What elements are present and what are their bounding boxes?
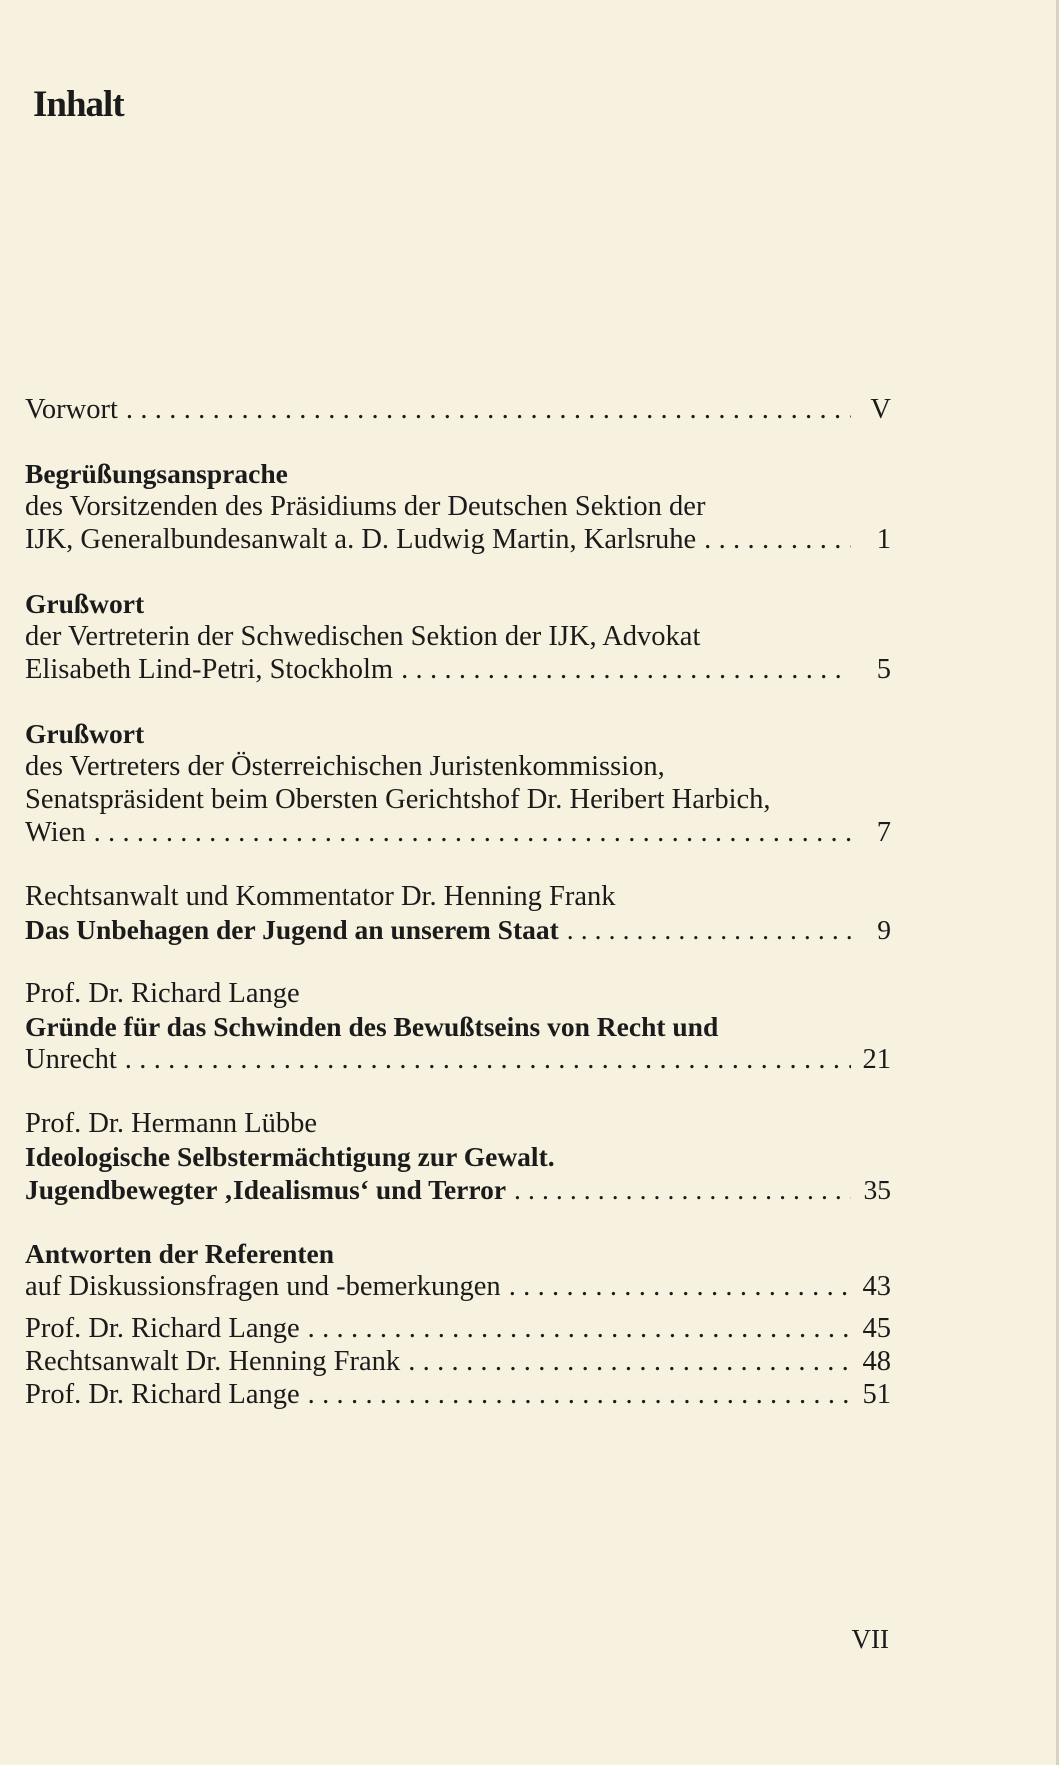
- dot-leader: [704, 523, 851, 556]
- toc-line: [25, 587, 891, 620]
- toc-line-with-page: [25, 393, 891, 426]
- toc-line: [25, 1237, 891, 1270]
- toc-line-with-page: [25, 1173, 891, 1206]
- toc-entry: [25, 880, 891, 946]
- dot-leader: [401, 653, 851, 686]
- toc-text: Rechtsanwalt und Kommentator Dr. Henning Frank: [25, 881, 616, 912]
- toc-text: Vorwort: [25, 394, 118, 425]
- toc-page-number: 21: [862, 1044, 891, 1075]
- toc-text: IJK, Generalbundesanwalt a. D. Ludwig Martin, Karlsruhe: [25, 524, 697, 555]
- toc-page-number: V: [870, 394, 891, 425]
- toc-text: Senatspräsident beim Obersten Gerichtshof Dr. Heribert Harbich,: [25, 784, 771, 815]
- dot-leader: [514, 1173, 851, 1206]
- toc-text: Prof. Dr. Richard Lange: [25, 978, 300, 1009]
- toc-entry: [25, 393, 891, 426]
- toc-page-number: 5: [876, 654, 891, 685]
- toc-line-with-page: [25, 1270, 891, 1303]
- toc-page-number: 51: [862, 1379, 891, 1410]
- toc-line-with-page: [25, 1043, 891, 1076]
- toc-page-number: 45: [862, 1313, 891, 1344]
- toc-line-with-page: [25, 1378, 891, 1411]
- page-title: Inhalt: [33, 84, 124, 125]
- toc-text: des Vorsitzenden des Präsidiums der Deutschen Sektion der: [25, 491, 706, 522]
- dot-leader: [308, 1378, 851, 1411]
- dot-leader: [509, 1270, 851, 1303]
- toc-line-with-page: [25, 1312, 891, 1345]
- toc-entry: [25, 457, 891, 556]
- toc-text: auf Diskussionsfragen und -bemerkungen: [25, 1271, 501, 1302]
- toc-entry: [25, 587, 891, 686]
- toc-line: [25, 620, 891, 653]
- toc-entry: [25, 1107, 891, 1206]
- table-of-contents: [25, 393, 891, 1411]
- toc-line: [25, 1010, 891, 1043]
- toc-heading-text: Das Unbehagen der Jugend an unserem Staat: [25, 914, 559, 945]
- toc-line: [25, 783, 891, 816]
- toc-page-number: 1: [876, 524, 891, 555]
- toc-text: Unrecht: [25, 1044, 117, 1075]
- toc-entry: [25, 717, 891, 849]
- toc-text: Prof. Dr. Richard Lange: [25, 1313, 300, 1344]
- toc-heading-text: Begrüßungsansprache: [25, 458, 288, 489]
- toc-heading-text: Grußwort: [25, 718, 145, 749]
- toc-line: [25, 880, 891, 913]
- toc-text: Prof. Dr. Hermann Lübbe: [25, 1108, 318, 1139]
- toc-line-with-page: [25, 653, 891, 686]
- toc-heading-text: Gründe für das Schwinden des Bewußtseins von Recht und: [25, 1011, 719, 1042]
- toc-heading-text: Jugendbewegter ‚Idealismus‘ und Terror: [25, 1174, 507, 1205]
- toc-line-with-page: [25, 913, 891, 946]
- dot-leader: [567, 913, 851, 946]
- toc-page-number: 35: [863, 1174, 891, 1205]
- dot-leader: [408, 1345, 851, 1378]
- toc-line-with-page: [25, 816, 891, 849]
- toc-page-number: 9: [877, 914, 891, 945]
- dot-leader: [308, 1312, 851, 1345]
- toc-page-number: 48: [862, 1346, 891, 1377]
- toc-entry: [25, 977, 891, 1076]
- toc-text: Wien: [25, 817, 86, 848]
- toc-text: des Vertreters der Österreichischen Juristenkommission,: [25, 751, 665, 782]
- toc-line: [25, 977, 891, 1010]
- toc-text: Rechtsanwalt Dr. Henning Frank: [25, 1346, 401, 1377]
- toc-line: [25, 457, 891, 490]
- toc-text: Prof. Dr. Richard Lange: [25, 1379, 300, 1410]
- toc-entry: [25, 1312, 891, 1411]
- toc-page-number: 7: [876, 817, 891, 848]
- toc-page-number: 43: [862, 1271, 891, 1302]
- toc-line: [25, 717, 891, 750]
- toc-entry: [25, 1237, 891, 1303]
- toc-heading-text: Grußwort: [25, 588, 145, 619]
- toc-text: der Vertreterin der Schwedischen Sektion der IJK, Advokat: [25, 621, 701, 652]
- toc-heading-text: Antworten der Referenten: [25, 1238, 335, 1269]
- toc-line-with-page: [25, 1345, 891, 1378]
- toc-line: [25, 1107, 891, 1140]
- toc-line-with-page: [25, 523, 891, 556]
- dot-leader: [126, 393, 851, 426]
- toc-line: [25, 1140, 891, 1173]
- dot-leader: [125, 1043, 851, 1076]
- toc-text: Elisabeth Lind-Petri, Stockholm: [25, 654, 394, 685]
- page-number: VII: [851, 1624, 889, 1654]
- toc-line: [25, 490, 891, 523]
- toc-line: [25, 750, 891, 783]
- dot-leader: [94, 816, 851, 849]
- toc-heading-text: Ideologische Selbstermächtigung zur Gewalt.: [25, 1141, 555, 1172]
